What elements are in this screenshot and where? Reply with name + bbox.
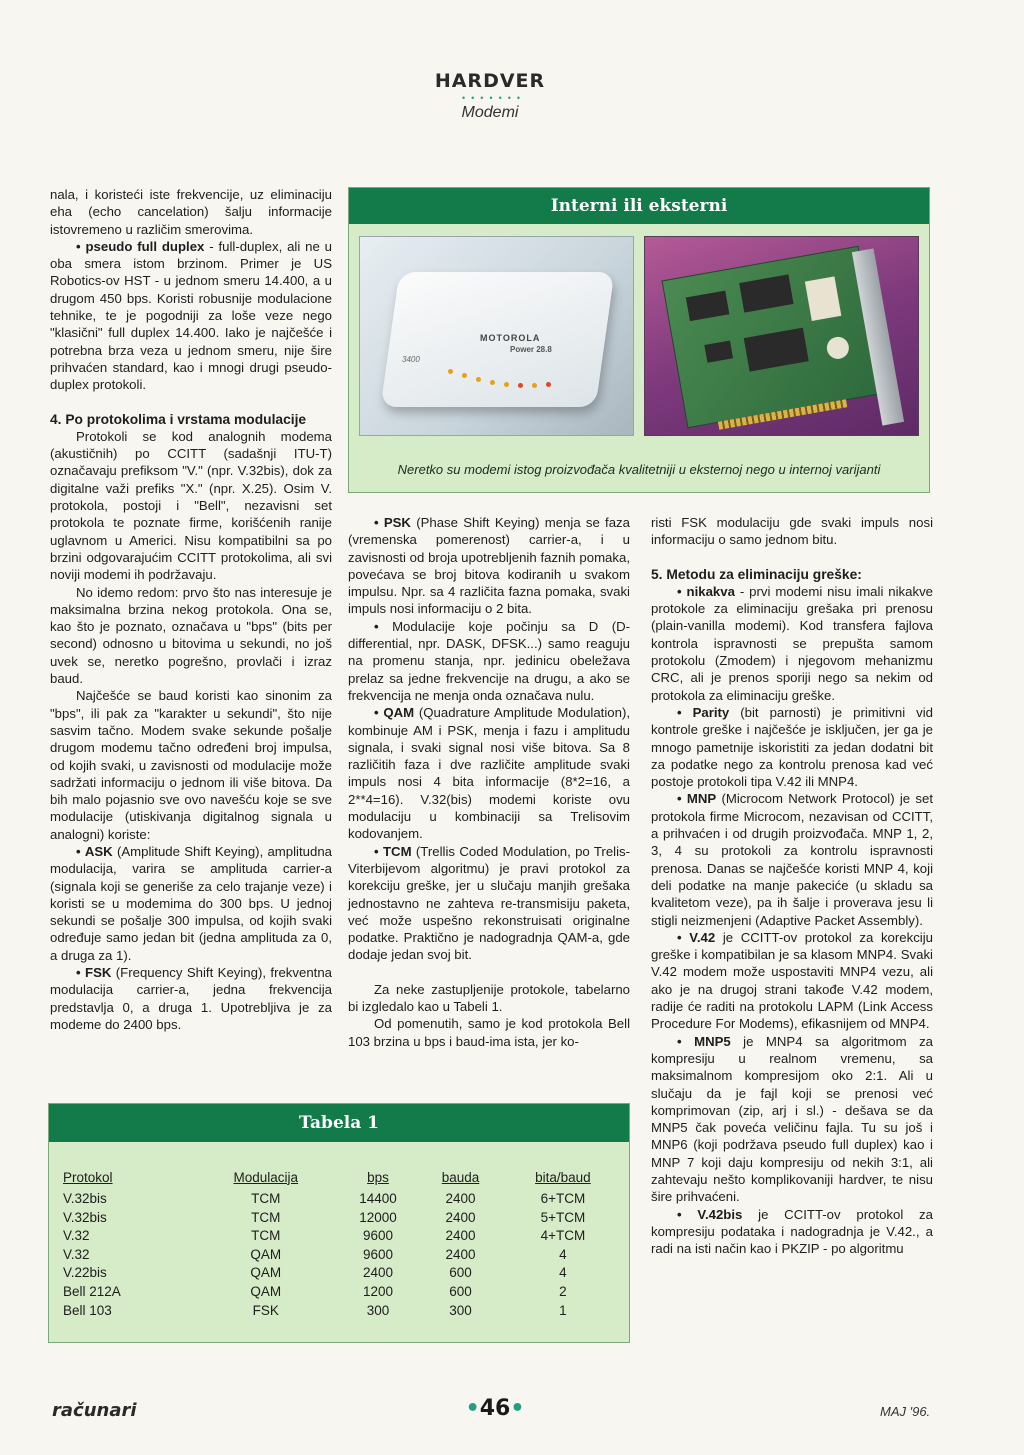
text-column-1 — [50, 186, 332, 1033]
table-cell: 4 — [559, 1265, 567, 1281]
table-cell: TCM — [251, 1228, 281, 1244]
modem-led — [462, 373, 467, 378]
table-cell: 600 — [449, 1283, 472, 1299]
table-row — [59, 1264, 624, 1283]
table-row — [59, 1190, 624, 1209]
modem-card-board — [661, 246, 884, 428]
bullet-term: FSK — [85, 965, 112, 981]
table-cell: V.32 — [63, 1228, 90, 1244]
table-cell: V.32bis — [63, 1209, 107, 1225]
paragraph: No idemo redom: prvo što nas interesuje je maksimalna brzina nekog protokola. Ona se, kao što je poznato, označava u "bps" (bits per second) odnosno u bitovima u sekundi, no još uvek se, neretko pogrešno, provlači i izraz baud. — [50, 584, 332, 687]
bullet-paragraph — [651, 583, 933, 704]
table-cell: QAM — [250, 1283, 282, 1299]
text-column-3 — [651, 514, 933, 1257]
modem-brand-label: MOTOROLA — [480, 333, 541, 343]
table-cell: 4 — [559, 1246, 567, 1262]
card-chip — [739, 274, 793, 312]
bullet-text: je CCITT-ov protokol za kompresiju podataka i nadogradnja je V.42., a radi na isti način kao i PKZIP - po algoritmu — [651, 1206, 933, 1257]
table-cell: 12000 — [359, 1209, 397, 1225]
modem-model-label: Power 28.8 — [510, 345, 552, 354]
table-cell: FSK — [252, 1302, 279, 1318]
table-cell: 1 — [559, 1302, 567, 1318]
protocol-table — [59, 1164, 624, 1320]
table-cell: 300 — [449, 1302, 472, 1318]
bullet-paragraph — [651, 1033, 933, 1206]
table-cell: TCM — [251, 1209, 281, 1225]
table-cell: QAM — [250, 1246, 282, 1262]
modem-led — [546, 382, 551, 387]
page-number-value: 46 — [479, 1396, 511, 1421]
table-cell: V.22bis — [63, 1265, 107, 1281]
figure-title: Interni ili eksterni — [349, 188, 929, 224]
table-cell: 4+TCM — [540, 1228, 586, 1244]
table-header-cell: bps — [367, 1169, 389, 1185]
table-cell: 2400 — [445, 1246, 476, 1262]
magazine-brand: računari — [52, 1400, 137, 1421]
modem-led — [532, 383, 537, 388]
bullet-paragraph — [50, 964, 332, 1033]
bullet-text: (Frequency Shift Keying), frekventna modulacija carrier-a, jedna frekvencija predstavlja 0, a druga 1. Upotrebljiva je za modeme do 2400 bps. — [50, 965, 332, 1032]
table-cell: 2400 — [445, 1209, 476, 1225]
card-chip — [686, 291, 730, 322]
text-column-2 — [348, 514, 630, 1050]
bullet-term: TCM — [382, 843, 412, 859]
table-cell: 14400 — [359, 1191, 397, 1206]
table-cell: 1200 — [362, 1283, 394, 1299]
table-row — [59, 1209, 624, 1228]
table-cell: V.32 — [63, 1246, 90, 1262]
bullet-paragraph — [651, 790, 933, 928]
card-edge-connector — [718, 399, 847, 429]
table-cell: 9600 — [362, 1246, 394, 1262]
bullet-text: je CCITT-ov protokol za korekciju greške i kompatibilan je sa klasom MNP4. Svaki V.42 modem može uspostaviti MNP4 vezu, ali ako je na drugoj strani takođe V.42 modem, radije će raditi na protokolu LAPM (Link Access Procedure For Modems), efikasnijem od MNP4. — [651, 929, 933, 1032]
table-header-cell: bita/baud — [535, 1169, 591, 1185]
figure-photos — [349, 224, 929, 450]
table-cell: 5+TCM — [540, 1209, 586, 1225]
bullet-paragraph — [348, 618, 630, 704]
bullet-paragraph — [50, 843, 332, 964]
table-cell: TCM — [251, 1191, 281, 1206]
bullet-term: pseudo full duplex — [85, 238, 205, 254]
modem-led — [504, 382, 509, 387]
table-row — [59, 1283, 624, 1302]
bullet-paragraph — [50, 238, 332, 394]
table-cell: 6+TCM — [540, 1191, 586, 1206]
bullet-term: V.42bis — [697, 1206, 743, 1222]
bullet-term: Parity — [692, 704, 730, 720]
bullet-term: ASK — [84, 843, 113, 859]
table-row — [59, 1227, 624, 1246]
bullet-text: (Microcom Network Protocol) je set protokola firme Microcom, nezavisan od CCITT, a prihvaćen i od drugih proizvođača. MNP 1, 2, 3, 4 su protokoli za kontrolu ispravnosti prenosa. Danas se najčešće koristi MNP 4, koji deli podatke na manje pakeciće (u skladu sa kvalitetom veze), pa ih šalje i proverava jesu li stigli neizmenjeni (Adaptive Packet Assembly). — [651, 791, 933, 928]
bullet-text: - full-duplex, ali ne u oba smera istom brzinom. Primer je US Robotics-ov HST - u jednom smeru 14.400, a u drugom 450 bps. Koristi robusnije modulacione tehnike, te je pogodniji za loše veze nego "klasični" full duplex 14.400. Iako je najčešće i potrebna brza veza u jednom smeru, nije šire prihvaćen standard, kao i mnogi drugi pseudo-duplex protokoli. — [50, 238, 332, 393]
modem-led — [490, 380, 495, 385]
section-title: HARDVER — [434, 70, 546, 92]
bullet-paragraph — [651, 1206, 933, 1258]
paragraph: Protokoli se kod analognih modema (akustičnih) po CCITT (sadašnji ITU-T) označavaju prefiksom "V." (npr. V.32bis), dok za digitalne važi prefiks "X." (npr. X.25). Osim V. protokola, postoji i "Bell", nezavisni set protokola te poznate firme, korišćenih ranije uglavnom u Americi. Nisu kompatibilni sa po brzini odgovarajućim CCITT protokolima, ali svi noviji modemi ih podržavaju. — [50, 428, 332, 583]
table-cell: 600 — [449, 1265, 472, 1281]
issue-date: MAJ '96. — [880, 1404, 931, 1419]
table-row — [59, 1302, 624, 1321]
bullet-text: (Quadrature Amplitude Modulation), kombinuje AM i PSK, menja i fazu i amplitudu signala, i svaki signal nosi više bitova. Sa 8 različitih faza i dve različite amplitude svaki impuls nosi 4 bita informacije (8*2=16, a 2**4=16). V.32(bis) modemi koriste ovu modulaciju u kombinaciji sa Trelisovim kodovanjem. — [348, 705, 631, 842]
bullet-term: MNP5 — [694, 1033, 731, 1049]
bullet-term: V.42 — [689, 929, 716, 945]
table-cell: QAM — [250, 1265, 282, 1281]
paragraph: Od pomenutih, samo je kod protokola Bell 103 brzina u bps i baud-ima ista, jer ko- — [348, 1016, 630, 1049]
modem-led — [518, 383, 523, 388]
card-chip — [744, 328, 809, 372]
bullet-text: - prvi modemi nisu imali nikakve protokole za eliminaciju grešaka pri prenosu (plain-vanilla modemi). Kod transfera fajlova kontrola ispravnosti se prepušta samom protokolu (Zmodem) i njegovom mehanizmu CRC, ali je prenos sporiji nego sa nekim od protokola za eliminaciju greške. — [651, 583, 934, 703]
internal-modem-card-photo — [644, 236, 919, 436]
section-subtitle: Modemi — [461, 104, 519, 121]
bullet-text: (Trellis Coded Modulation, po Trelis-Viterbijevom algoritmu) je pravi protokol za korekciju greške, jer u slučaju manjih grešaka jednostavno ne zahteva re-transmisiju paketa, već može uspešno rekonstruisati originalne podatke. Praktično je nadogradnja QAM-a, gde dodaje jedan svoj bit. — [348, 843, 631, 963]
protocol-table-box — [48, 1103, 630, 1343]
paragraph: nala, i koristeći iste frekvencije, uz eliminaciju eha (echo cancelation) šalju informacije istovremeno u različim smerovima. — [50, 187, 332, 237]
table-row — [59, 1246, 624, 1265]
card-connector — [825, 335, 850, 360]
bullet-term: PSK — [383, 515, 411, 530]
page-number: •46• — [465, 1396, 525, 1421]
paragraph: risti FSK modulaciju gde svaki impuls nosi informaciju o samo jednom bitu. — [651, 515, 933, 548]
paragraph: Najčešće se baud koristi kao sinonim za "bps", ili pak za "karakter u sekundi", što nije sasvim tačno. Modem svake sekunde pošalje drugom modemu tačno određeni broj impulsa, od kojih svaki, u zavisnosti od modulacije može sadržati informaciju o jednom ili više bitova. Da bih malo pojasnio sve ovo navešću koje se sve modulacije (utiskivanja digitalnog signala u analogni) koriste: — [50, 688, 332, 842]
table-cell: 2 — [559, 1283, 567, 1299]
bullet-paragraph — [651, 704, 933, 790]
card-chip — [704, 341, 733, 363]
external-modem-photo — [359, 236, 634, 436]
table-cell: Bell 212A — [63, 1283, 121, 1299]
section-heading: 5. Metodu za eliminaciju greške: — [651, 566, 862, 582]
bullet-text: (bit parnosti) je primitivni vid kontrole greške i najčešće je isključen, jer ga je mnogo pametnije iskoristiti za jedan dodatni bit za podatke nego za kontrolu prenosa kad već postoje protokoli tipa V.42 ili MNP4. — [651, 704, 933, 790]
table-header-cell: bauda — [441, 1169, 480, 1185]
table-cell: 2400 — [445, 1228, 476, 1244]
bullet-paragraph — [348, 843, 630, 964]
modem-led — [476, 377, 481, 382]
card-chip — [805, 276, 841, 321]
bullet-paragraph — [651, 929, 933, 1033]
figure-box — [348, 187, 930, 493]
bullet-text: (Amplitude Shift Keying), amplitudna modulacija, varira se amplituda carrier-a (signala koji se generiše za celo trajanje veze) i koristi se u modemima do 300 bps. U jednoj sekundi se pošalje 300 impulsa, od kojih svaki određuje samo jedan bit (jedna amplituda za 0, a druga za 1). — [50, 843, 332, 963]
paragraph: Za neke zastupljenije protokole, tabelarno bi izgledalo kao u Tabeli 1. — [348, 981, 630, 1015]
bullet-paragraph — [348, 514, 630, 618]
table-cell: 9600 — [362, 1228, 394, 1244]
table-cell: 2400 — [445, 1191, 476, 1206]
table-header-row — [59, 1164, 624, 1190]
bullet-text: Modulacije koje počinju sa D (D-differential, npr. DASK, DFSK...) samo reaguju na promenu stanja, npr. jedinicu obeležava prelaz sa jedne frekvencije na drugu, a ako se frekvencija ne menja onda označava nulu. — [348, 618, 631, 703]
table-cell: V.32bis — [63, 1191, 107, 1206]
table-body — [59, 1190, 624, 1320]
table-header-cell: Modulacija — [233, 1169, 299, 1185]
bullet-term: nikakva — [686, 583, 735, 599]
bullet-term: MNP — [686, 791, 717, 807]
section-heading: 4. Po protokolima i vrstama modulacije — [50, 411, 307, 427]
figure-caption: Neretko su modemi istog proizvođača kvalitetniji u eksternoj nego u internoj varijanti — [397, 462, 881, 477]
modem-side-label: 3400 — [402, 355, 420, 364]
table-title: Tabela 1 — [49, 1104, 629, 1142]
bullet-term: QAM — [383, 705, 415, 721]
table-header-cell: Protokol — [63, 1169, 113, 1185]
bullet-text: (Phase Shift Keying) menja se faza (vremenska pomerenost) carrier-a, i u zavisnosti od broja upotrebljenih faznih pomaka, povećava se broj bitova kodiranih u svakom impulsu. Npr. sa 4 različita fazna pomaka, svaki impuls nosi informaciju o 2 bita. — [348, 515, 630, 617]
table-cell: Bell 103 — [63, 1302, 112, 1318]
modem-led — [448, 369, 453, 374]
table-cell: 300 — [366, 1302, 390, 1318]
header-dots-divider: ••••••• — [461, 93, 527, 103]
bullet-paragraph — [348, 704, 630, 842]
bullet-text: je MNP4 sa algoritmom za kompresiju u realnom vremenu, sa maksimalnom kompresijom oko 2:1. Ali u slučaju da je fajl koji se prenosi već komprimovan (zip, arj i sl.) - dešava se da MNP5 čak poveća veličinu fajla. Tu su još i MNP6 (koji podržava pseudo full duplex) kao i MNP 7 koji daju kompresiju od nekih 3:1, ali zahtevaju nešto komplikovaniji hardver, te nisu šire prihvaćeni. — [651, 1033, 933, 1205]
table-cell: 2400 — [362, 1265, 394, 1281]
section-header — [380, 70, 600, 122]
